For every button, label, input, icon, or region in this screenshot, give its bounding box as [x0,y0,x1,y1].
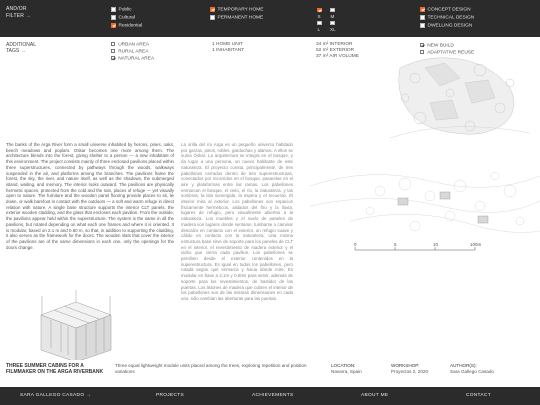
size-s-checkbox[interactable] [317,7,325,12]
checkbox[interactable] [420,15,425,20]
tag-natural-area[interactable]: NATURAL AREA [111,56,154,61]
filter-cultural[interactable]: Cultural [111,15,135,21]
filter-toggle[interactable] [6,6,31,19]
size-m-label: M [330,14,335,19]
site-plan-drawing [310,146,540,261]
checkbox[interactable] [420,23,425,28]
filter-bar [0,0,540,37]
size-m-checkbox[interactable] [330,7,338,12]
cabin-isometric-drawing [6,290,146,360]
size-xl-checkbox[interactable] [330,20,338,25]
description-spanish: La orilla del río Arga es un pequeño universo habitado por garzas, pinos, robles, garduchas y alamos. A ellos se suma Óskar. La arquitectura se integra en el bosque, y da lugar a una persona, un nuevo habitante de este naturaleza. El proyecto consta, principalmente, de tres pabellones cerrados dentro de tres superestructuras, conectados por recorridos en el bosque, pasarelas en el aire y plataformas entre las ramas. Los pabellones enmarcan el bosque, el cielo, el río, la naturaleza, y las sombras, la isla sumergida, la espera y el recuerdo. El interior mira al exterior. Los pabellones son espacios físicamente herméticos, aislados del frío y la lluvia, lugares de refugio, pero visualmente abiertos a la naturaleza. Los muebles y el suelo de paneles de madera son lugares donde sentarse, tumbarse o caminar descalzo en contacto con el exterior, un refugio suave y cálido en contacto con la naturaleza. Una misma estructura base sirve de soporte para los paneles de CLT en el interior, el revestimiento de madera exterior y el vidrio que cierra cada pavilion. Los pabellones se perciben desde el exterior contenidos en la superestructura. Es igual en todos los pabellones, pero rotada según qué enmarca y hacia dónde mire. Es modular en base a 2,1m y 0,60m para servir, además de soporte para los revestimientos, de bastidor de las puertas. Los listones de madera que cubren el interior de los pabellones son de las mismas dimensiones en cada uno, sólo cambian las aberturas para las puertas. [181,142,293,301]
filter-permanent-home[interactable]: PERMANENT HOME [210,15,263,21]
checkbox-checked[interactable] [210,7,215,12]
tag-new-build[interactable]: NEW BUILD [420,43,454,48]
scale-label-5: 5 [394,242,397,247]
scale-label-0: 0 [354,242,357,247]
additional-tags-toggle[interactable] [6,42,36,54]
nav-projects[interactable]: PROJECTS [156,392,184,398]
scale-label-10: 10 [433,242,439,247]
size-l-label: L [317,27,321,32]
tag-rural-area[interactable]: RURAL AREA [111,49,148,54]
filter-residential[interactable]: Residential [111,23,142,29]
interior-area: 34 m² INTERIOR [316,42,353,47]
checkbox[interactable] [210,15,215,20]
description-english: The banks of the Arga River form a small universe inhabited by herons, pines, oaks, beech meadows and poplars. Oskar becomes one more among them. The architecture blends into the forest, giving shelter to a person — a new inhabitant of this environment. The project consists mainly of three enclosed pavilions placed within three superstructures, connected by pathways through the woods, walkways suspended in the air, and platforms among the branches. The pavilions frame the forest, the sky, the river, and nature itself, as well as the shadows, the submerged island, waiting, and memory. The interior looks outward. The pavilions are physically hermetic spaces, protected from the cold and the rain, places of refuge — yet visually open to nature. The furniture and the wooden panel flooring provide places to sit, lie down, or walk barefoot in contact with the outdoors — a soft and warm refuge in direct relation with nature. A single base structure supports the interior CLT panels, the exterior wooden cladding, and the glass that encloses each pavilion. From the outside, the pavilions appear held within the superstructure. The system is the same in all the pavilions, but rotated depending on what each one frames and where it is oriented. It is modular, based on 2.1 m and 0.60 m, so that, in addition to supporting the cladding, it also serves as the framework for the doors. The wooden slats that cover the interior of the pavilions are of the same dimensions in each one, only the openings for the doors change. [6,142,174,250]
filter-technical-design[interactable]: TECHNICAL DESIGN [420,15,474,21]
inhabitants: 1 INHABITANT [212,48,245,53]
filter-dwelling-design[interactable]: DWELLING DESIGN [420,23,472,29]
air-volume: 37 m³ AIR VOLUME [316,54,359,59]
filter-temporary-home[interactable]: TEMPORARY HOME [210,7,263,13]
tag-adaptative-reuse[interactable]: ADAPTATIVE REUSE [420,50,474,55]
size-xl-label: XL [330,27,336,32]
nav-author-home[interactable]: SARA GALLEGO CASADO → [20,392,92,398]
checkbox[interactable] [111,7,116,12]
checkbox-checked[interactable] [420,7,425,12]
size-l-checkbox[interactable] [317,20,325,25]
nav-about-me[interactable]: ABOUT ME [361,392,389,398]
exterior-area: 52 m² EXTERIOR [316,48,355,53]
filter-label-line1: AND/OR [6,6,27,12]
size-filter [317,7,341,35]
tags-line1: ADDITIONAL [6,42,37,48]
filter-public[interactable]: Public [111,7,132,13]
checkbox-checked[interactable] [111,23,116,28]
project-title: THREE SUMMER CABINS FOR A FILMMAKER ON THE ARGA RIVERBANK [6,363,104,375]
tag-urban-area[interactable]: URBAN AREA [111,42,149,47]
meta-workshop: WORKSHOP: Proyectos 2, 2020 [391,363,429,374]
checkbox[interactable] [111,15,116,20]
nav-contact[interactable]: CONTACT [466,392,491,398]
nav-achievements[interactable]: ACHIEVEMENTS [252,392,294,398]
plan-drawing [370,48,538,148]
meta-location: LOCATION: Navarra, Spain [331,363,362,374]
home-units: 1 HOME UNIT [212,42,243,47]
size-s-label: S [317,14,321,19]
meta-authors: AUTHOR(S): Sara Gallego Casado [450,363,494,374]
filter-concept-design[interactable]: CONCEPT DESIGN [420,7,471,13]
filter-label-line2: FILTER → [6,12,31,19]
tags-line2: TAGS → [6,48,26,54]
scale-label-100m: 100m [470,242,482,247]
bottom-nav [0,387,540,405]
project-subtitle: Three equal lightweight module units placed among the trees, exploring repetition and position variations [115,363,307,374]
